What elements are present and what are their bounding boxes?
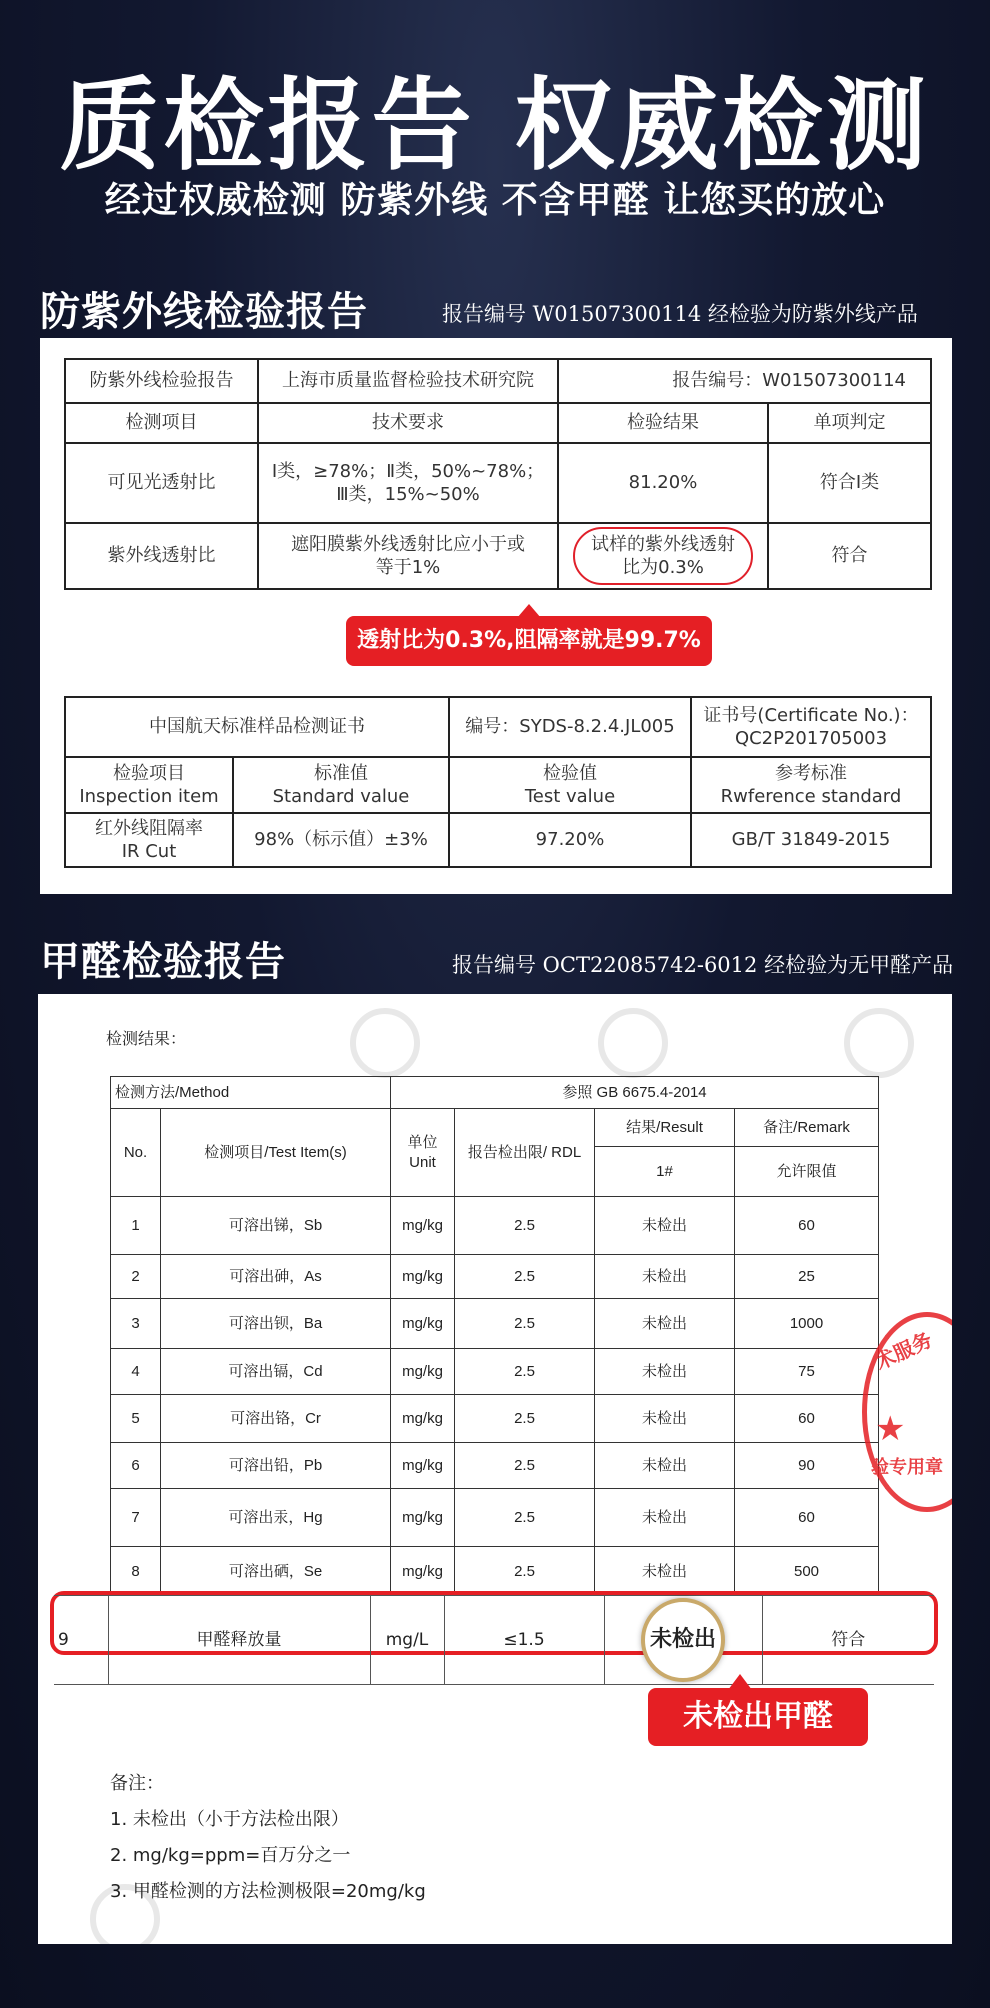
requirement-line: 等于1% [375, 557, 441, 578]
row-result: 未检出 [595, 1395, 735, 1443]
report-name-cell: 防紫外线检验报告 [65, 359, 258, 403]
row9-result [604, 1596, 762, 1685]
row-rdl: 2.5 [455, 1255, 595, 1299]
uv-result [558, 523, 768, 589]
row-rdl: 2.5 [455, 1299, 595, 1349]
col-header-reference-standard [691, 757, 931, 813]
row-item: 可溶出铬，Cr [161, 1395, 391, 1443]
stamp-text: 术服务 [871, 1327, 936, 1375]
uv-report-panel [40, 338, 952, 894]
col-header-judgement: 单项判定 [768, 403, 931, 443]
row-no: 5 [111, 1395, 161, 1443]
certificate-title: 中国航天标准样品检测证书 [65, 697, 449, 757]
col-header-result: 结果/Result [595, 1109, 735, 1147]
row-unit: mg/kg [391, 1299, 455, 1349]
uv-report-table [64, 358, 930, 590]
row9-rdl: ≤1.5 [444, 1596, 604, 1685]
row-limit: 1000 [735, 1299, 879, 1349]
uv-section-note: 报告编号 W01507300114 经检验为防紫外线产品 [442, 302, 918, 326]
result-line: 试样的紫外线透射 [591, 533, 735, 555]
visible-light-result: 81.20% [558, 443, 768, 523]
stamp-text: 验专用章 [871, 1457, 943, 1478]
ir-certificate-table [64, 696, 930, 868]
table-row [111, 1489, 879, 1547]
row-no: 7 [111, 1489, 161, 1547]
row-unit: mg/kg [391, 1547, 455, 1597]
watermark-logo [844, 1008, 914, 1078]
col-header-limit: 允许限值 [735, 1147, 879, 1197]
col-header-remark: 备注/Remark [735, 1109, 879, 1147]
row-rdl: 2.5 [455, 1395, 595, 1443]
row-no: 8 [111, 1547, 161, 1597]
ir-cut-test-value: 97.20% [449, 813, 691, 867]
item-en: IR Cut [121, 841, 177, 862]
header-en: Standard value [272, 786, 410, 807]
certificate-number-line: 证书号(Certificate No.)： [703, 704, 919, 726]
header-cn: 检验值 [543, 762, 597, 784]
col-header-unit: 单位Unit [391, 1109, 455, 1197]
ir-cut-standard: 98%（标示值）±3% [233, 813, 449, 867]
col-header-result: 检验结果 [558, 403, 768, 443]
row-no: 1 [111, 1197, 161, 1255]
institute-cell: 上海市质量监督检验技术研究院 [258, 359, 558, 403]
table-row [111, 1255, 879, 1299]
row-unit: mg/kg [391, 1395, 455, 1443]
col-header-requirement: 技术要求 [258, 403, 558, 443]
row-limit: 60 [735, 1197, 879, 1255]
row9-unit: mg/L [370, 1596, 444, 1685]
uv-section-title: 防紫外线检验报告 [40, 289, 368, 335]
table-row [111, 1299, 879, 1349]
row-rdl: 2.5 [455, 1197, 595, 1255]
row-item: 可溶出镉，Cd [161, 1349, 391, 1395]
formaldehyde-report-panel [38, 994, 952, 1944]
row-no: 6 [111, 1443, 161, 1489]
header-en: Inspection item [79, 786, 219, 807]
certificate-number-line: QC2P201705003 [734, 728, 888, 749]
row-no: 3 [111, 1299, 161, 1349]
uv-callout-banner: 透射比为0.3%,阻隔率就是99.7% [346, 616, 712, 666]
formaldehyde-callout-banner: 未检出甲醛 [648, 1688, 868, 1746]
row-limit: 60 [735, 1395, 879, 1443]
col-header-rdl: 报告检出限/ RDL [455, 1109, 595, 1197]
ir-cut-item [65, 813, 233, 867]
visible-light-judgement: 符合Ⅰ类 [768, 443, 931, 523]
note-line: 2. mg/kg=ppm=百万分之一 [110, 1845, 351, 1866]
row-unit: mg/kg [391, 1197, 455, 1255]
row9-no: 9 [54, 1596, 108, 1685]
row-rdl: 2.5 [455, 1443, 595, 1489]
col-header-sample: 1# [595, 1147, 735, 1197]
report-number-cell: 报告编号：W01507300114 [558, 359, 931, 403]
table-row [111, 1547, 879, 1597]
table-row [111, 1197, 879, 1255]
requirement-line: Ⅰ类，≥78%；Ⅱ类，50%~78%； [271, 460, 545, 482]
hero-title: 质检报告 权威检测 [59, 67, 931, 184]
notes-title: 备注： [110, 1773, 164, 1794]
stamp-star-icon: ★ [875, 1409, 906, 1449]
certificate-code: 编号：SYDS-8.2.4.JL005 [449, 697, 691, 757]
certificate-number [691, 697, 931, 757]
row-unit: mg/kg [391, 1489, 455, 1547]
visible-light-requirement [258, 443, 558, 523]
row-result: 未检出 [595, 1349, 735, 1395]
uv-result-highlight-circle [573, 527, 753, 586]
note-line: 1. 未检出（小于方法检出限） [110, 1809, 349, 1830]
uv-requirement [258, 523, 558, 589]
uv-judgement: 符合 [768, 523, 931, 589]
row-unit: mg/kg [391, 1349, 455, 1395]
visible-light-item: 可见光透射比 [65, 443, 258, 523]
formaldehyde-section-title: 甲醛检验报告 [40, 939, 286, 985]
header-cn: 标准值 [314, 762, 368, 784]
row-item: 可溶出钡，Ba [161, 1299, 391, 1349]
row-unit: mg/kg [391, 1443, 455, 1489]
col-header-standard-value [233, 757, 449, 813]
row-item: 可溶出砷，As [161, 1255, 391, 1299]
table-row [111, 1443, 879, 1489]
row-item: 可溶出硒，Se [161, 1547, 391, 1597]
row-rdl: 2.5 [455, 1547, 595, 1597]
row-result: 未检出 [595, 1299, 735, 1349]
results-label: 检测结果： [106, 1029, 187, 1048]
table-row [111, 1395, 879, 1443]
row-limit: 75 [735, 1349, 879, 1395]
watermark-logo [598, 1008, 668, 1078]
col-header-item: 检测项目 [65, 403, 258, 443]
hero-subtitle: 经过权威检测 防紫外线 不含甲醛 让您买的放心 [104, 180, 886, 221]
notes-block [110, 1766, 426, 1910]
row-no: 4 [111, 1349, 161, 1395]
heavy-metal-table [110, 1076, 878, 1597]
result-line: 比为0.3% [622, 557, 704, 578]
row9-judgement: 符合 [762, 1596, 934, 1685]
magnifier-result: 未检出 [641, 1598, 725, 1682]
row-no: 2 [111, 1255, 161, 1299]
row-item: 可溶出锑，Sb [161, 1197, 391, 1255]
table-row [111, 1349, 879, 1395]
requirement-line: 遮阳膜紫外线透射比应小于或 [291, 533, 525, 555]
method-value: 参照 GB 6675.4-2014 [391, 1077, 879, 1109]
note-line: 3. 甲醛检测的方法检测极限=20mg/kg [110, 1881, 426, 1902]
header-en: Test value [524, 786, 616, 807]
row-limit: 60 [735, 1489, 879, 1547]
header-cn: 参考标准 [775, 762, 847, 784]
formaldehyde-section-note: 报告编号 OCT22085742-6012 经检验为无甲醛产品 [452, 953, 954, 977]
row-result: 未检出 [595, 1443, 735, 1489]
uv-item: 紫外线透射比 [65, 523, 258, 589]
row-limit: 500 [735, 1547, 879, 1597]
col-header-inspection-item [65, 757, 233, 813]
row-rdl: 2.5 [455, 1489, 595, 1547]
col-header-test-value [449, 757, 691, 813]
row9-item: 甲醛释放量 [108, 1596, 370, 1685]
requirement-line: Ⅲ类，15%~50% [336, 484, 480, 505]
method-label: 检测方法/Method [111, 1077, 391, 1109]
header-cn: 检验项目 [113, 762, 185, 784]
row-result: 未检出 [595, 1255, 735, 1299]
row-rdl: 2.5 [455, 1349, 595, 1395]
row-unit: mg/kg [391, 1255, 455, 1299]
row-item: 可溶出铅，Pb [161, 1443, 391, 1489]
row-item: 可溶出汞，Hg [161, 1489, 391, 1547]
item-cn: 红外线阻隔率 [95, 817, 203, 839]
row-result: 未检出 [595, 1547, 735, 1597]
watermark-logo [350, 1008, 420, 1078]
formaldehyde-highlight-row [50, 1591, 938, 1655]
row-result: 未检出 [595, 1489, 735, 1547]
row-limit: 90 [735, 1443, 879, 1489]
col-header-item: 检测项目/Test Item(s) [161, 1109, 391, 1197]
row-result: 未检出 [595, 1197, 735, 1255]
col-header-no: No. [111, 1109, 161, 1197]
ir-cut-reference: GB/T 31849-2015 [691, 813, 931, 867]
header-en: Rwference standard [720, 786, 902, 807]
row-limit: 25 [735, 1255, 879, 1299]
